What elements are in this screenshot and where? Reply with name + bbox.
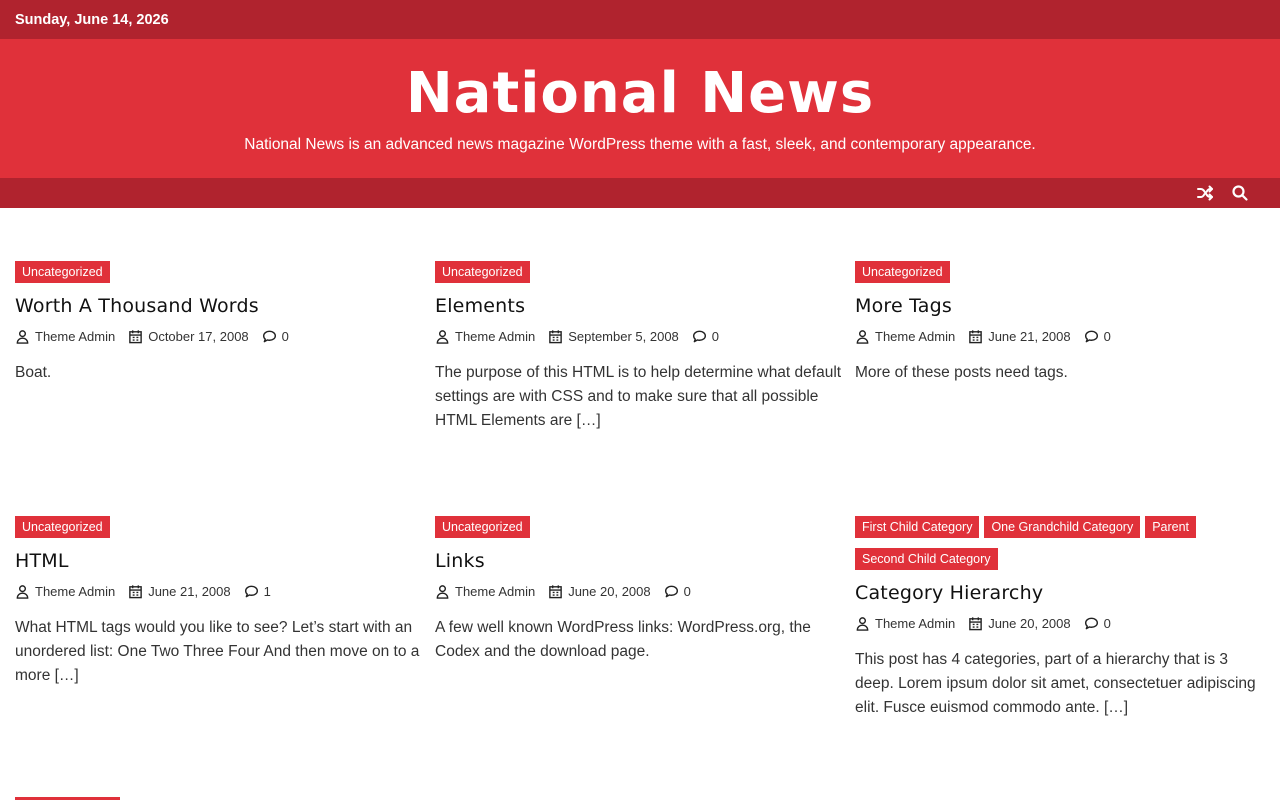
post-comments[interactable] (244, 584, 271, 599)
shuffle-icon[interactable] (1195, 183, 1215, 203)
post-card (435, 516, 845, 664)
post-categories (855, 261, 1265, 288)
comment-count: 1 (263, 584, 271, 599)
calendar-icon (548, 329, 563, 344)
post-author[interactable] (855, 616, 955, 631)
post-categories (15, 261, 425, 288)
post-categories (855, 516, 1265, 575)
post-meta (435, 584, 845, 599)
user-icon (15, 584, 30, 599)
date-text: June 21, 2008 (148, 584, 231, 599)
category-tag[interactable]: Second Child Category (855, 548, 998, 570)
comment-count: 0 (1103, 329, 1111, 344)
post-date[interactable] (968, 329, 1070, 344)
post-comments[interactable] (692, 329, 719, 344)
post-meta (855, 329, 1265, 344)
site-tagline: National News is an advanced news magazine WordPress theme with a fast, sleek, and contemporary appearance. (244, 136, 1036, 153)
post-meta (855, 616, 1265, 631)
search-icon[interactable] (1230, 183, 1250, 203)
post-author[interactable] (435, 329, 535, 344)
calendar-icon (968, 616, 983, 631)
post-comments[interactable] (1084, 329, 1111, 344)
post-excerpt: This post has 4 categories, part of a hierarchy that is 3 deep. Lorem ipsum dolor sit amet, consectetuer adipiscing elit. Fusce euismod commodo ante. […] (855, 651, 1256, 716)
post-excerpt: More of these posts need tags. (855, 364, 1068, 381)
post-comments[interactable] (664, 584, 691, 599)
category-tag[interactable]: Parent (1145, 516, 1196, 538)
post-card (15, 261, 425, 385)
category-tag[interactable]: Uncategorized (15, 261, 110, 283)
post-title[interactable]: Category Hierarchy (855, 582, 1044, 604)
current-date: Sunday, June 14, 2026 (15, 11, 169, 28)
post-card (855, 516, 1265, 720)
date-text: June 20, 2008 (568, 584, 651, 599)
comment-icon (692, 329, 707, 344)
author-name: Theme Admin (35, 584, 116, 599)
author-name: Theme Admin (35, 329, 116, 344)
comment-count: 0 (683, 584, 691, 599)
post-card (15, 516, 425, 688)
comment-count: 0 (711, 329, 720, 344)
post-title[interactable]: Worth A Thousand Words (15, 295, 259, 317)
comment-icon (244, 584, 259, 599)
category-tag[interactable]: First Child Category (855, 516, 979, 538)
date-text: September 5, 2008 (568, 329, 679, 344)
post-date[interactable] (548, 329, 679, 344)
user-icon (855, 616, 870, 631)
post-excerpt: Boat. (15, 364, 52, 381)
post-excerpt: The purpose of this HTML is to help determine what default settings are with CSS and to make sure that all possible HTML Elements are […] (435, 364, 842, 429)
post-comments[interactable] (1084, 616, 1111, 631)
site-title[interactable]: National News (405, 61, 875, 126)
post-meta (435, 329, 845, 344)
post-comments[interactable] (262, 329, 289, 344)
category-tag[interactable]: Uncategorized (855, 261, 950, 283)
comment-icon (1084, 329, 1099, 344)
post-author[interactable] (435, 584, 535, 599)
post-date[interactable] (128, 329, 248, 344)
user-icon (855, 329, 870, 344)
post-title[interactable]: Links (435, 550, 485, 572)
category-tag[interactable]: Uncategorized (15, 516, 110, 538)
date-text: June 21, 2008 (988, 329, 1071, 344)
post-excerpt: A few well known WordPress links: WordPress.org, the Codex and the download page. (435, 619, 811, 660)
author-name: Theme Admin (455, 584, 536, 599)
comment-icon (664, 584, 679, 599)
top-bar (0, 0, 1280, 39)
category-tag[interactable]: Uncategorized (435, 261, 530, 283)
site-header (0, 39, 1280, 178)
category-tag[interactable]: One Grandchild Category (984, 516, 1140, 538)
category-tag[interactable]: Uncategorized (435, 516, 530, 538)
post-author[interactable] (855, 329, 955, 344)
comment-icon (262, 329, 277, 344)
post-date[interactable] (548, 584, 650, 599)
post-card (855, 261, 1265, 385)
post-date[interactable] (128, 584, 230, 599)
post-excerpt: What HTML tags would you like to see? Let’s start with an unordered list: One Two Three Four And then move on to a more […] (15, 619, 420, 684)
comment-count: 0 (1103, 616, 1111, 631)
date-text: June 20, 2008 (988, 616, 1071, 631)
post-categories (15, 516, 425, 543)
post-categories (435, 516, 845, 543)
calendar-icon (128, 329, 143, 344)
post-meta (15, 584, 425, 599)
post-card (435, 261, 845, 433)
calendar-icon (968, 329, 983, 344)
author-name: Theme Admin (875, 329, 956, 344)
main-navigation (0, 178, 1280, 208)
user-icon (435, 584, 450, 599)
post-title[interactable]: HTML (15, 550, 69, 572)
comment-icon (1084, 616, 1099, 631)
post-meta (15, 329, 425, 344)
post-categories (435, 261, 845, 288)
post-date[interactable] (968, 616, 1070, 631)
user-icon (15, 329, 30, 344)
post-author[interactable] (15, 329, 115, 344)
comment-count: 0 (281, 329, 289, 344)
post-title[interactable]: Elements (435, 295, 526, 317)
date-text: October 17, 2008 (148, 329, 249, 344)
author-name: Theme Admin (455, 329, 536, 344)
post-title[interactable]: More Tags (855, 295, 953, 317)
calendar-icon (548, 584, 563, 599)
calendar-icon (128, 584, 143, 599)
user-icon (435, 329, 450, 344)
post-author[interactable] (15, 584, 115, 599)
author-name: Theme Admin (875, 616, 956, 631)
